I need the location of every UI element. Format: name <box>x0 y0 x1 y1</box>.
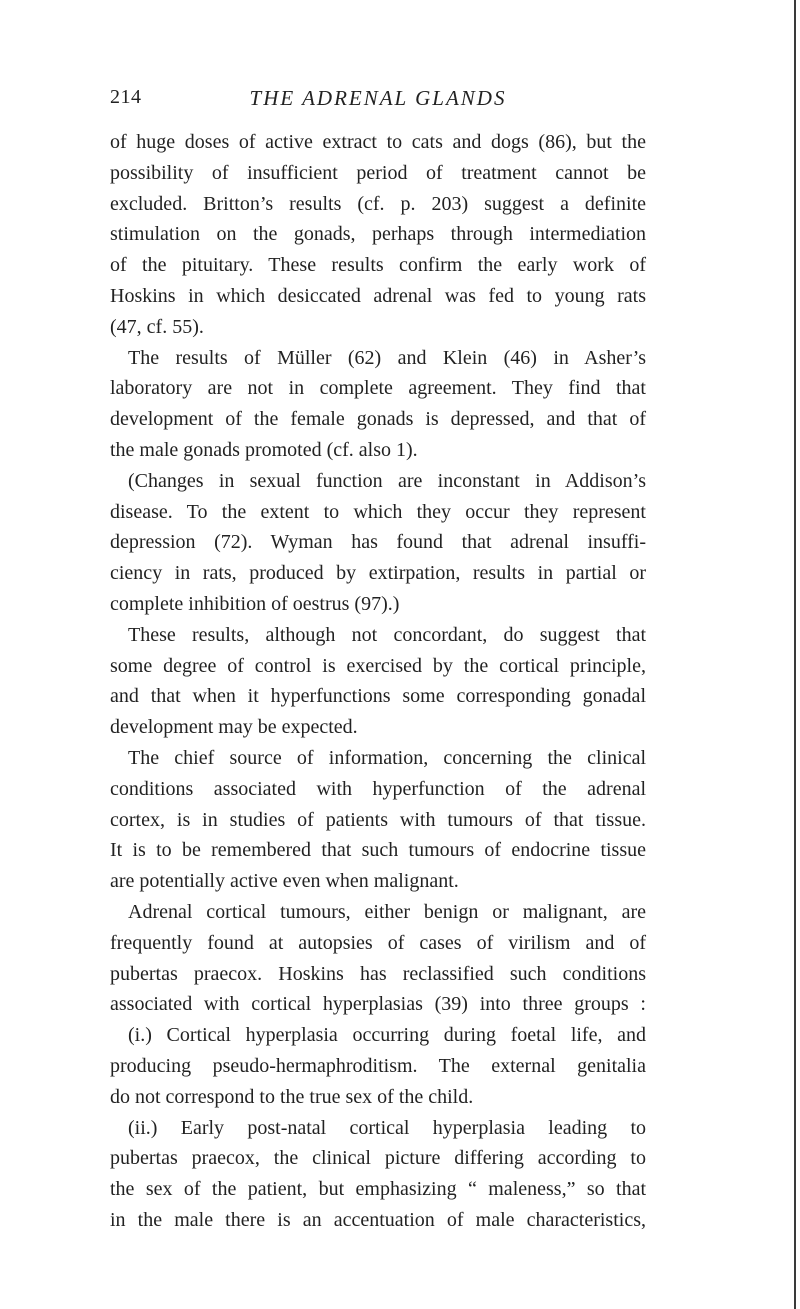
page-number: 214 <box>110 86 142 108</box>
text-line: are potentially active even when malignant. <box>110 870 459 893</box>
text-line: development may be expected. <box>110 716 358 739</box>
text-line: The chief source of information, concerning the clinical <box>128 746 646 769</box>
text-line: excluded. Britton’s results (cf. p. 203) suggest a definite <box>110 192 646 215</box>
text-line: the sex of the patient, but emphasizing “ maleness,” so that <box>110 1178 646 1201</box>
text-line: Adrenal cortical tumours, either benign or malignant, are <box>128 900 646 923</box>
text-line: and that when it hyperfunctions some corresponding gonadal <box>110 685 646 708</box>
text-line: Hoskins in which desiccated adrenal was fed to young rats <box>110 284 646 307</box>
text-line: (Changes in sexual function are inconstant in Addison’s <box>128 469 646 492</box>
text-line: pubertas praecox. Hoskins has reclassified such conditions <box>110 962 646 985</box>
text-line: complete inhibition of oestrus (97).) <box>110 592 400 615</box>
body-text <box>110 127 646 1236</box>
text-line: cortex, is in studies of patients with tumours of that tissue. <box>110 808 646 831</box>
text-line: laboratory are not in complete agreement. They find that <box>110 377 646 400</box>
text-line: The results of Müller (62) and Klein (46) in Asher’s <box>128 346 646 369</box>
text-line: These results, although not concordant, do suggest that <box>128 623 646 646</box>
page-edge-line <box>794 0 796 1309</box>
text-line: some degree of control is exercised by the cortical principle, <box>110 654 646 677</box>
page-header <box>110 86 646 114</box>
text-line: in the male there is an accentuation of male characteristics, <box>110 1208 646 1231</box>
text-line: pubertas praecox, the clinical picture differing according to <box>110 1147 646 1170</box>
text-line: the male gonads promoted (cf. also 1). <box>110 438 418 461</box>
text-line: frequently found at autopsies of cases of virilism and of <box>110 931 646 954</box>
text-line: possibility of insufficient period of treatment cannot be <box>110 161 646 184</box>
text-line: (i.) Cortical hyperplasia occurring during foetal life, and <box>128 1024 646 1047</box>
text-line: conditions associated with hyperfunction of the adrenal <box>110 777 646 800</box>
text-line: associated with cortical hyperplasias (39) into three groups : <box>110 993 646 1016</box>
text-line: ciency in rats, produced by extirpation, results in partial or <box>110 562 646 585</box>
text-line: do not correspond to the true sex of the child. <box>110 1085 474 1108</box>
text-line: of the pituitary. These results confirm the early work of <box>110 254 646 277</box>
text-line: depression (72). Wyman has found that adrenal insuffi- <box>110 531 646 554</box>
text-line: of huge doses of active extract to cats and dogs (86), but the <box>110 131 646 153</box>
text-line: producing pseudo-hermaphroditism. The external genitalia <box>110 1054 646 1077</box>
text-line: stimulation on the gonads, perhaps through intermediation <box>110 223 646 246</box>
text-line: disease. To the extent to which they occur they represent <box>110 500 646 523</box>
text-line: (ii.) Early post-natal cortical hyperplasia leading to <box>128 1116 646 1139</box>
text-line: It is to be remembered that such tumours of endocrine tissue <box>110 839 646 862</box>
running-title: THE ADRENAL GLANDS <box>249 86 507 110</box>
text-line: development of the female gonads is depressed, and that of <box>110 408 646 431</box>
text-line: (47, cf. 55). <box>110 315 204 338</box>
